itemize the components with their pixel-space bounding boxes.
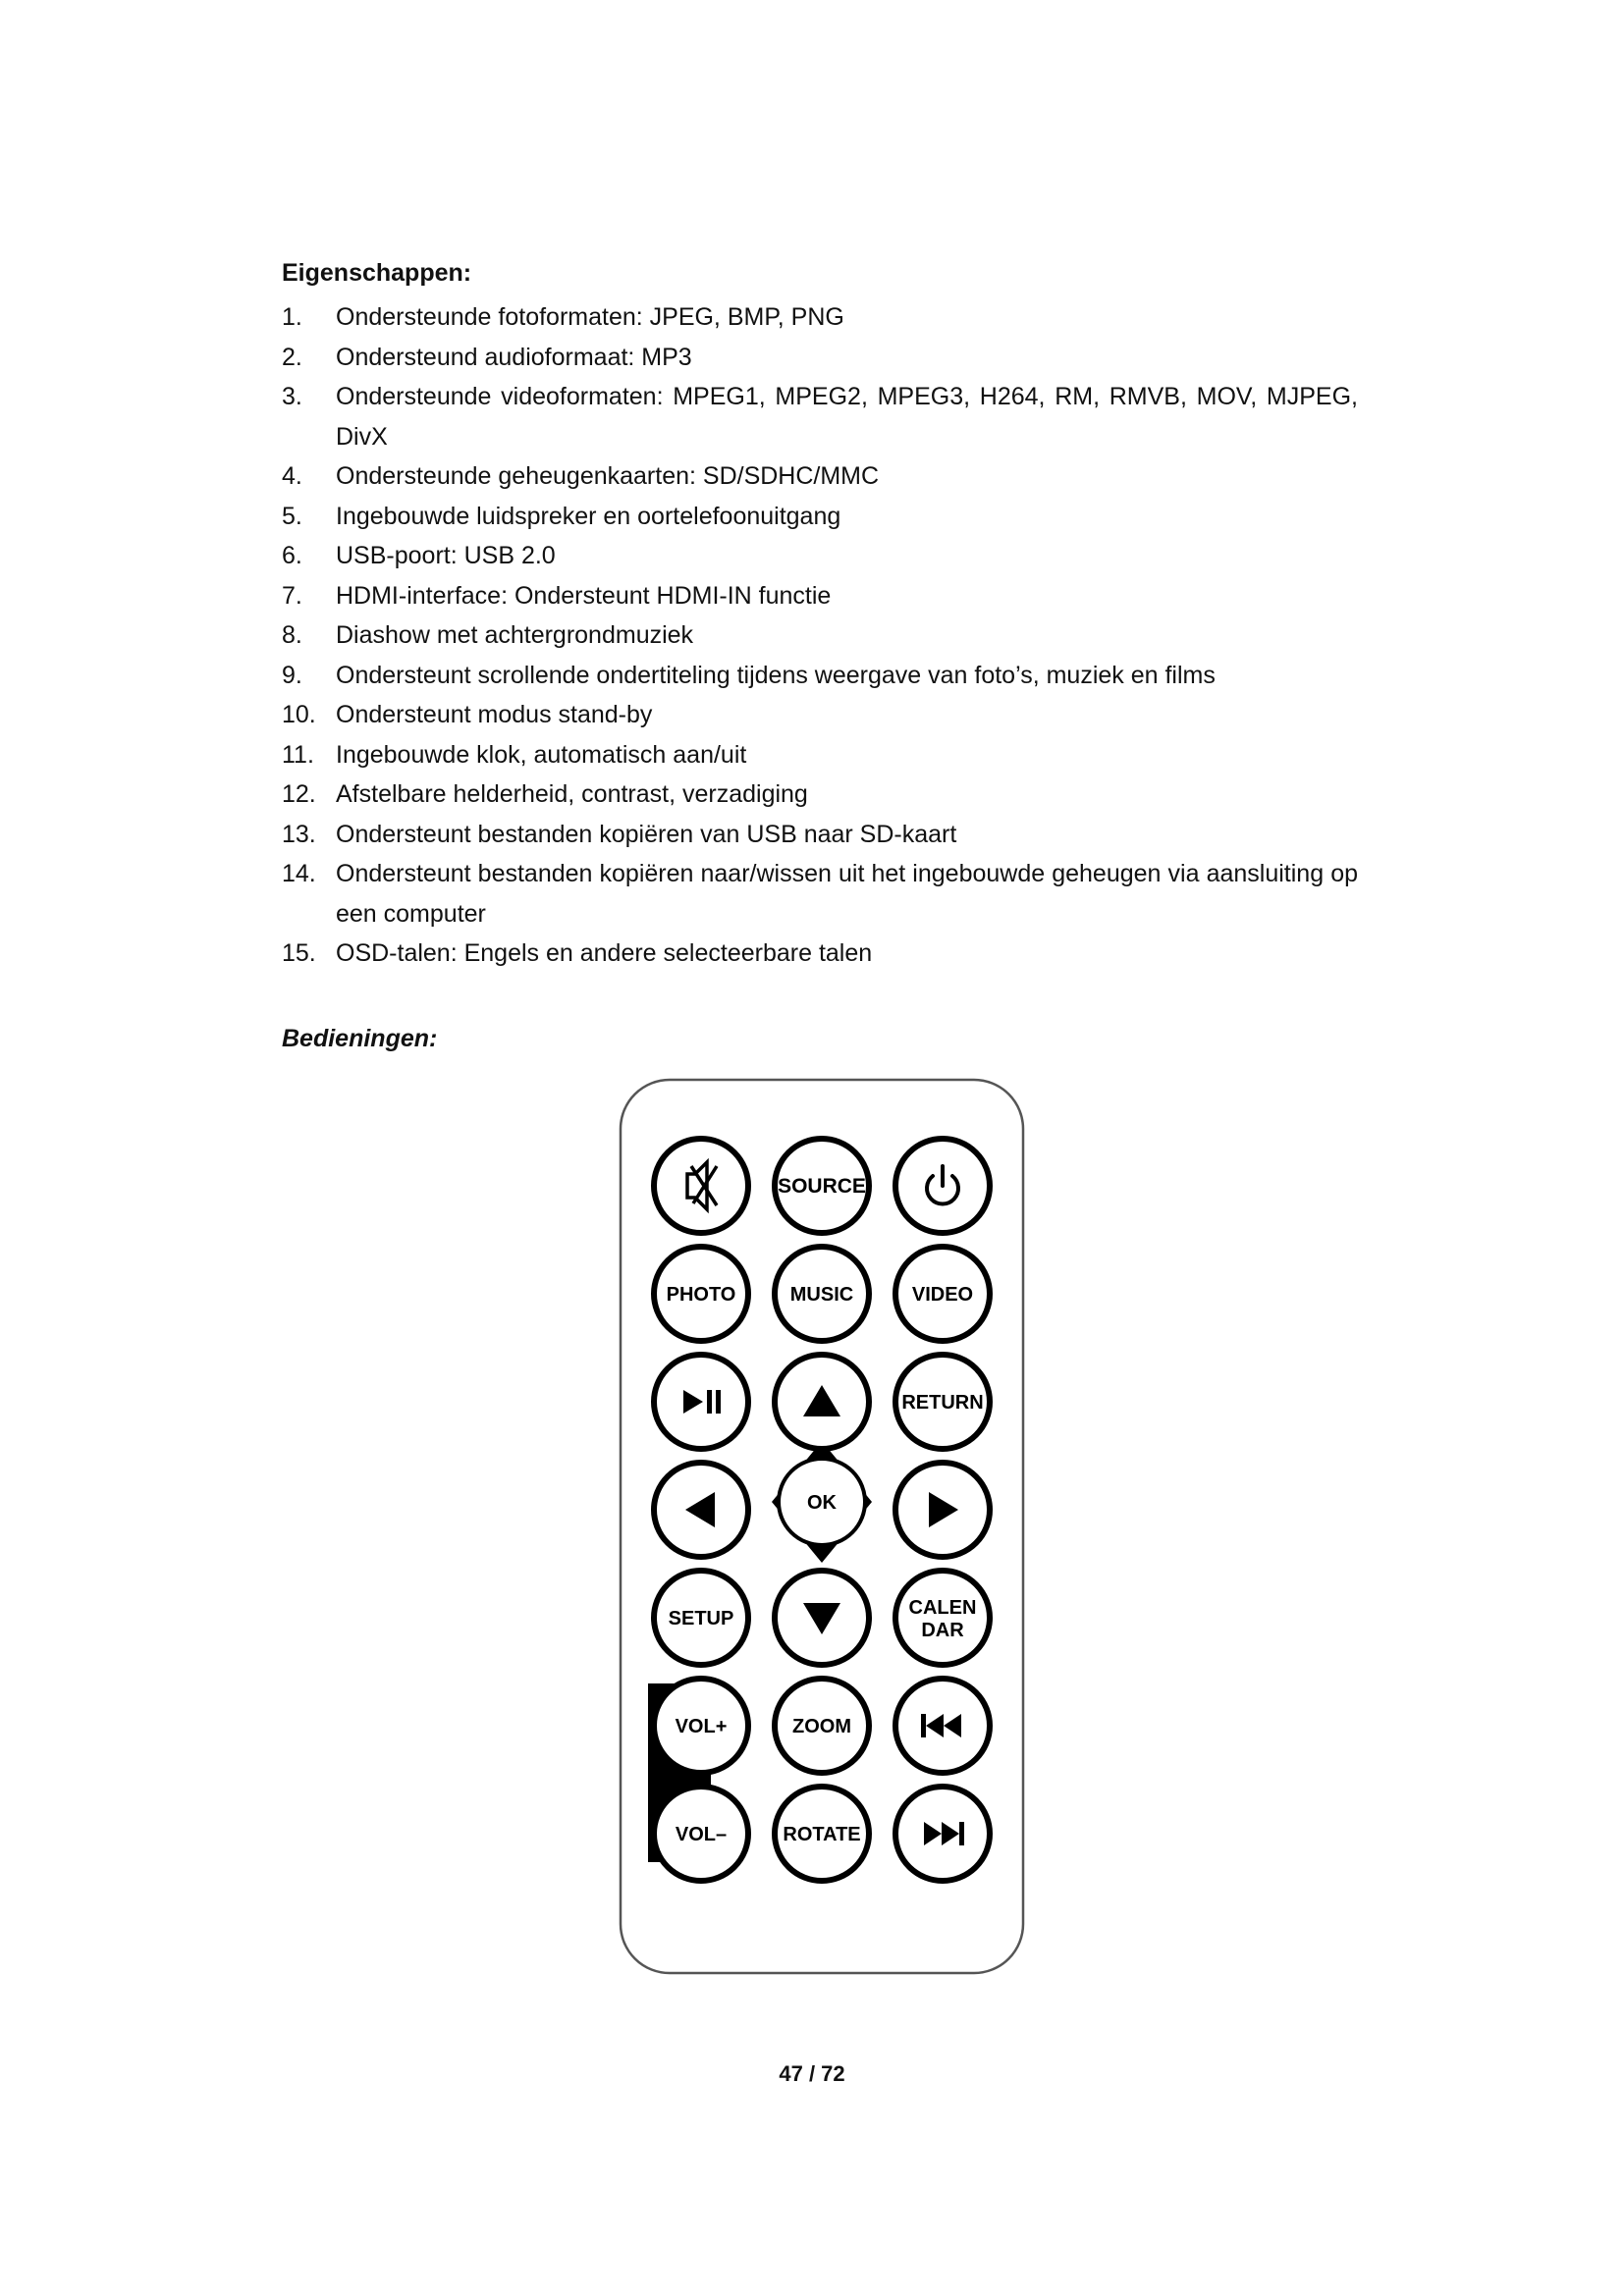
up-button[interactable]: [775, 1355, 869, 1449]
feature-text: Ondersteunde geheugenkaarten: SD/SDHC/MMC: [336, 462, 880, 490]
photo-button[interactable]: [654, 1247, 748, 1341]
feature-number: 12.: [282, 780, 316, 808]
features-heading: Eigenschappen:: [282, 259, 472, 287]
feature-item: [282, 854, 1358, 934]
feature-number: 2.: [282, 343, 302, 371]
feature-number: 8.: [282, 621, 302, 649]
feature-text: USB-poort: USB 2.0: [336, 542, 556, 569]
ok-button[interactable]: [779, 1459, 865, 1545]
feature-number: 10.: [282, 701, 316, 728]
feature-number: 6.: [282, 542, 302, 569]
volume-up-label: VOL+: [675, 1716, 728, 1737]
feature-item: [282, 338, 1358, 378]
feature-number: 4.: [282, 462, 302, 490]
volume-down-button[interactable]: [654, 1787, 748, 1881]
video-button[interactable]: [895, 1247, 990, 1341]
feature-number: 13.: [282, 820, 316, 848]
rotate-label: ROTATE: [783, 1824, 861, 1845]
source-label: SOURCE: [778, 1175, 866, 1198]
feature-number: 14.: [282, 860, 316, 887]
feature-item: [282, 536, 1358, 576]
feature-text: Afstelbare helderheid, contrast, verzadiging: [336, 780, 808, 808]
return-label: RETURN: [901, 1392, 984, 1414]
feature-text: Ondersteunt bestanden kopiëren van USB naar SD-kaart: [336, 820, 957, 848]
controls-heading: Bedieningen:: [282, 1025, 438, 1052]
feature-item: [282, 497, 1358, 537]
feature-text: Diashow met achtergrondmuziek: [336, 621, 694, 649]
feature-item: [282, 656, 1358, 696]
feature-item: [282, 297, 1358, 338]
right-button[interactable]: [895, 1463, 990, 1557]
calendar-button[interactable]: [895, 1571, 990, 1665]
calendar-label-line1: CALEN: [908, 1597, 977, 1619]
feature-text: OSD-talen: Engels en andere selecteerbare talen: [336, 939, 873, 967]
down-button[interactable]: [775, 1571, 869, 1665]
next-button[interactable]: [895, 1787, 990, 1881]
feature-item: [282, 735, 1358, 775]
feature-item: [282, 615, 1358, 656]
previous-button[interactable]: [895, 1679, 990, 1773]
ok-label: OK: [807, 1492, 837, 1514]
feature-item: [282, 774, 1358, 815]
photo-label: PHOTO: [666, 1284, 736, 1306]
setup-button[interactable]: [654, 1571, 748, 1665]
page-separator: /: [802, 2061, 822, 2086]
rotate-button[interactable]: [775, 1787, 869, 1881]
return-button[interactable]: [895, 1355, 990, 1449]
feature-number: 9.: [282, 661, 302, 689]
feature-item: [282, 934, 1358, 974]
calendar-label-line2: DAR: [921, 1620, 964, 1641]
feature-text: HDMI-interface: Ondersteunt HDMI-IN functie: [336, 581, 832, 610]
feature-item: [282, 695, 1358, 735]
feature-number: 11.: [282, 740, 314, 769]
power-button[interactable]: [895, 1139, 990, 1233]
page-current: 47: [779, 2061, 803, 2086]
volume-up-button[interactable]: [654, 1679, 748, 1773]
left-button[interactable]: [654, 1463, 748, 1557]
play-pause-button[interactable]: [654, 1355, 748, 1449]
feature-item: [282, 456, 1358, 497]
remote-control-illustration: [619, 1078, 1025, 1975]
feature-text: Ondersteunt modus stand-by: [336, 701, 653, 728]
setup-label: SETUP: [668, 1608, 734, 1629]
page-total: 72: [821, 2061, 845, 2086]
feature-number: 5.: [282, 502, 302, 530]
feature-number: 1.: [282, 303, 302, 331]
page-number: [0, 2061, 1624, 2087]
feature-item: [282, 815, 1358, 855]
feature-number: 15.: [282, 939, 316, 967]
feature-text: Ondersteunt bestanden kopiëren naar/wissen uit het ingebouwde geheugen via aansluiting op een computer: [336, 860, 1358, 928]
feature-number: 3.: [282, 383, 302, 410]
feature-item: [282, 377, 1358, 456]
volume-down-label: VOL–: [675, 1824, 728, 1845]
feature-number: 7.: [282, 581, 302, 610]
music-button[interactable]: [775, 1247, 869, 1341]
feature-text: Ondersteunde videoformaten: MPEG1, MPEG2, MPEG3, H264, RM, RMVB, MOV, MJPEG, DivX: [336, 383, 1358, 451]
zoom-button[interactable]: [775, 1679, 869, 1773]
mute-button[interactable]: [654, 1139, 748, 1233]
source-button[interactable]: [775, 1139, 869, 1233]
feature-text: Ingebouwde klok, automatisch aan/uit: [336, 740, 747, 769]
feature-item: [282, 576, 1358, 616]
zoom-label: ZOOM: [792, 1716, 851, 1737]
feature-text: Ondersteunde fotoformaten: JPEG, BMP, PNG: [336, 303, 844, 331]
feature-text: Ondersteund audioformaat: MP3: [336, 343, 692, 371]
feature-text: Ondersteunt scrollende ondertiteling tijdens weergave van foto’s, muziek en films: [336, 661, 1216, 689]
feature-text: Ingebouwde luidspreker en oortelefoonuitgang: [336, 502, 841, 530]
features-list: [282, 297, 1358, 974]
music-label: MUSIC: [789, 1284, 854, 1306]
video-label: VIDEO: [911, 1284, 974, 1306]
